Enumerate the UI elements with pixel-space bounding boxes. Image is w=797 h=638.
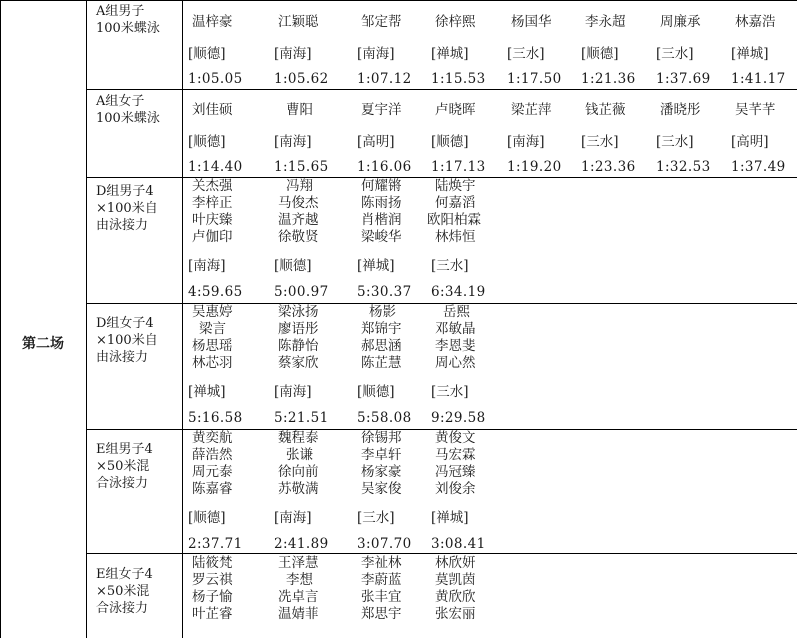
relay-member: 肖楷润: [361, 212, 402, 228]
relay-member: 欧阳柏霖: [427, 212, 481, 228]
event-title: [87, 566, 191, 617]
relay-member: 马宏霖: [435, 447, 476, 463]
event-title-line: 由泳接力: [96, 218, 149, 233]
relay-member: 苏敬满: [278, 481, 319, 497]
relay-member: 李梓正: [192, 195, 233, 211]
relay-member: 廖语彤: [278, 321, 319, 337]
relay-member: 陆焕宇: [435, 178, 476, 194]
team-name: [高明]: [731, 134, 769, 150]
result-time: 5:58.08: [357, 410, 412, 426]
relay-member: 徐锡邦: [361, 430, 402, 446]
event-title-line: ×100米自: [96, 201, 158, 216]
result-time: 1:19.20: [507, 159, 562, 175]
relay-member: 黄俊文: [435, 430, 476, 446]
relay-member: 李想: [286, 572, 313, 588]
event-title-line: A组男子: [96, 4, 145, 19]
relay-member: 温齐越: [278, 212, 319, 228]
relay-member: 杨家豪: [361, 464, 402, 480]
result-time: 5:00.97: [274, 284, 329, 300]
relay-member: 李恩斐: [435, 338, 476, 354]
team-name: [三水]: [431, 384, 469, 400]
result-time: 1:05.05: [188, 71, 243, 87]
left-border: [0, 0, 1, 638]
result-time: 1:07.12: [357, 71, 412, 87]
relay-member: 周心然: [435, 355, 476, 371]
team-name: [顺德]: [188, 510, 226, 526]
result-time: 1:15.53: [431, 71, 486, 87]
relay-member: 郝思涵: [361, 338, 402, 354]
event-title: [87, 3, 191, 37]
team-name: [顺德]: [357, 384, 395, 400]
result-time: 2:41.89: [274, 536, 329, 552]
relay-member: 刘俊余: [435, 481, 476, 497]
athlete-name: 钱芷薇: [585, 102, 626, 118]
result-time: 1:14.40: [188, 159, 243, 175]
team-name: [南海]: [274, 510, 312, 526]
team-name: [顺德]: [431, 134, 469, 150]
relay-member: 林炜恒: [435, 229, 476, 245]
relay-member: 李卓轩: [361, 447, 402, 463]
team-name: [顺德]: [188, 134, 226, 150]
team-name: [禅城]: [731, 46, 769, 62]
relay-member: 关杰强: [192, 178, 233, 194]
relay-member: 马俊杰: [278, 195, 319, 211]
athlete-name: 夏宇洋: [361, 102, 402, 118]
result-time: 1:15.65: [274, 159, 329, 175]
event-title: [87, 93, 191, 127]
result-time: 1:17.50: [507, 71, 562, 87]
relay-member: 张丰宜: [361, 589, 402, 605]
team-name: [顺德]: [274, 258, 312, 274]
relay-member: 李蔚蓝: [361, 572, 402, 588]
athlete-name: 林嘉浩: [735, 14, 776, 30]
relay-member: 何嘉滔: [435, 195, 476, 211]
team-name: [南海]: [274, 46, 312, 62]
relay-member: 林欣妍: [435, 555, 476, 571]
session-label: 第二场: [22, 336, 64, 352]
team-name: [禅城]: [431, 46, 469, 62]
result-time: 1:21.36: [581, 71, 636, 87]
team-name: [禅城]: [188, 384, 226, 400]
event-title-line: D组男子4: [96, 184, 154, 199]
relay-member: 张宏丽: [435, 606, 476, 622]
event-title-line: 100米蝶泳: [96, 111, 160, 126]
athlete-name: 江颖聪: [278, 14, 319, 30]
athlete-name: 吴芊芊: [735, 102, 776, 118]
relay-member: 魏程泰: [278, 430, 319, 446]
relay-member: 王泽慧: [278, 555, 319, 571]
team-name: [三水]: [656, 46, 694, 62]
relay-member: 莫凯茵: [435, 572, 476, 588]
relay-member: 何耀锵: [361, 178, 402, 194]
relay-member: 陈静怡: [278, 338, 319, 354]
relay-member: 陆筱梵: [192, 555, 233, 571]
team-name: [三水]: [431, 258, 469, 274]
event-title-line: 由泳接力: [96, 350, 149, 365]
athlete-name: 曹阳: [286, 102, 313, 118]
top-border: [0, 0, 797, 1]
event-title-line: ×50米混: [96, 584, 150, 599]
team-name: [南海]: [357, 46, 395, 62]
result-time: 1:17.13: [431, 159, 486, 175]
team-name: [三水]: [357, 510, 395, 526]
result-time: 4:59.65: [188, 284, 243, 300]
event-title: [87, 315, 191, 366]
team-name: [南海]: [507, 134, 545, 150]
relay-member: 黄欣欣: [435, 589, 476, 605]
result-time: 5:30.37: [357, 284, 412, 300]
relay-member: 叶芷睿: [192, 606, 233, 622]
event-title-line: 100米蝶泳: [96, 21, 160, 36]
result-time: 9:29.58: [431, 410, 486, 426]
relay-member: 黄奕航: [192, 430, 233, 446]
relay-member: 陈雨扬: [361, 195, 402, 211]
team-name: [禅城]: [431, 510, 469, 526]
relay-member: 郑锦宇: [361, 321, 402, 337]
relay-member: 岳熙: [443, 304, 470, 320]
relay-member: 冯冠臻: [435, 464, 476, 480]
relay-member: 温婧菲: [278, 606, 319, 622]
relay-member: 杨影: [369, 304, 396, 320]
relay-member: 冼卓言: [278, 589, 319, 605]
relay-member: 徐向前: [278, 464, 319, 480]
relay-member: 薛浩然: [192, 447, 233, 463]
result-time: 1:16.06: [357, 159, 412, 175]
relay-member: 邓敏晶: [435, 321, 476, 337]
result-time: 1:23.36: [581, 159, 636, 175]
relay-member: 梁峻华: [361, 229, 402, 245]
event-title: [87, 183, 191, 234]
relay-member: 张谦: [286, 447, 313, 463]
relay-member: 徐敬贤: [278, 229, 319, 245]
athlete-name: 邹定帮: [361, 14, 402, 30]
result-time: 3:08.41: [431, 536, 486, 552]
relay-member: 吴家俊: [361, 481, 402, 497]
result-time: 2:37.71: [188, 536, 243, 552]
team-name: [南海]: [188, 258, 226, 274]
team-name: [高明]: [357, 134, 395, 150]
event-title-line: E组女子4: [96, 567, 153, 582]
athlete-name: 刘佳硕: [192, 102, 233, 118]
athlete-name: 卢晓晖: [435, 102, 476, 118]
relay-member: 杨子愉: [192, 589, 233, 605]
result-time: 5:21.51: [274, 410, 329, 426]
event-title-line: 合泳接力: [96, 476, 149, 491]
relay-member: 罗云祺: [192, 572, 233, 588]
team-name: [禅城]: [357, 258, 395, 274]
team-name: [三水]: [581, 134, 619, 150]
relay-member: 卢伽印: [192, 229, 233, 245]
relay-member: 叶庆臻: [192, 212, 233, 228]
relay-member: 陈嘉睿: [192, 481, 233, 497]
result-time: 1:37.49: [731, 159, 786, 175]
relay-member: 梁言: [199, 321, 226, 337]
team-name: [三水]: [507, 46, 545, 62]
team-name: [三水]: [656, 134, 694, 150]
relay-member: 林芯羽: [192, 355, 233, 371]
relay-member: 郑思宇: [361, 606, 402, 622]
row-divider: [86, 89, 797, 90]
relay-member: 梁泳扬: [278, 304, 319, 320]
event-title-line: E组男子4: [96, 442, 153, 457]
result-time: 5:16.58: [188, 410, 243, 426]
athlete-name: 周廉承: [660, 14, 701, 30]
event-title-line: 合泳接力: [96, 601, 149, 616]
relay-member: 冯翔: [286, 178, 313, 194]
event-title-line: D组女子4: [96, 316, 154, 331]
team-name: [南海]: [274, 134, 312, 150]
result-time: 1:41.17: [731, 71, 786, 87]
athlete-name: 徐梓熙: [435, 14, 476, 30]
relay-member: 蔡家欣: [278, 355, 319, 371]
athlete-name: 温梓豪: [192, 14, 233, 30]
event-title-line: A组女子: [96, 94, 145, 109]
athlete-name: 杨国华: [511, 14, 552, 30]
result-time: 1:37.69: [656, 71, 711, 87]
athlete-name: 潘晓彤: [660, 102, 701, 118]
team-name: [顺德]: [581, 46, 619, 62]
athlete-name: 李永超: [585, 14, 626, 30]
result-time: 3:07.70: [357, 536, 412, 552]
result-time: 1:32.53: [656, 159, 711, 175]
athlete-name: 梁芷萍: [511, 102, 552, 118]
event-title-line: ×100米自: [96, 333, 158, 348]
relay-member: 杨思瑶: [192, 338, 233, 354]
event-title: [87, 441, 191, 492]
relay-member: 周元泰: [192, 464, 233, 480]
team-name: [南海]: [274, 384, 312, 400]
relay-member: 吴惠婷: [192, 304, 233, 320]
result-time: 1:05.62: [274, 71, 329, 87]
event-title-line: ×50米混: [96, 459, 150, 474]
relay-member: 李祉林: [361, 555, 402, 571]
row-divider: [86, 553, 797, 554]
result-time: 6:34.19: [431, 284, 486, 300]
relay-member: 陈芷慧: [361, 355, 402, 371]
team-name: [顺德]: [188, 46, 226, 62]
